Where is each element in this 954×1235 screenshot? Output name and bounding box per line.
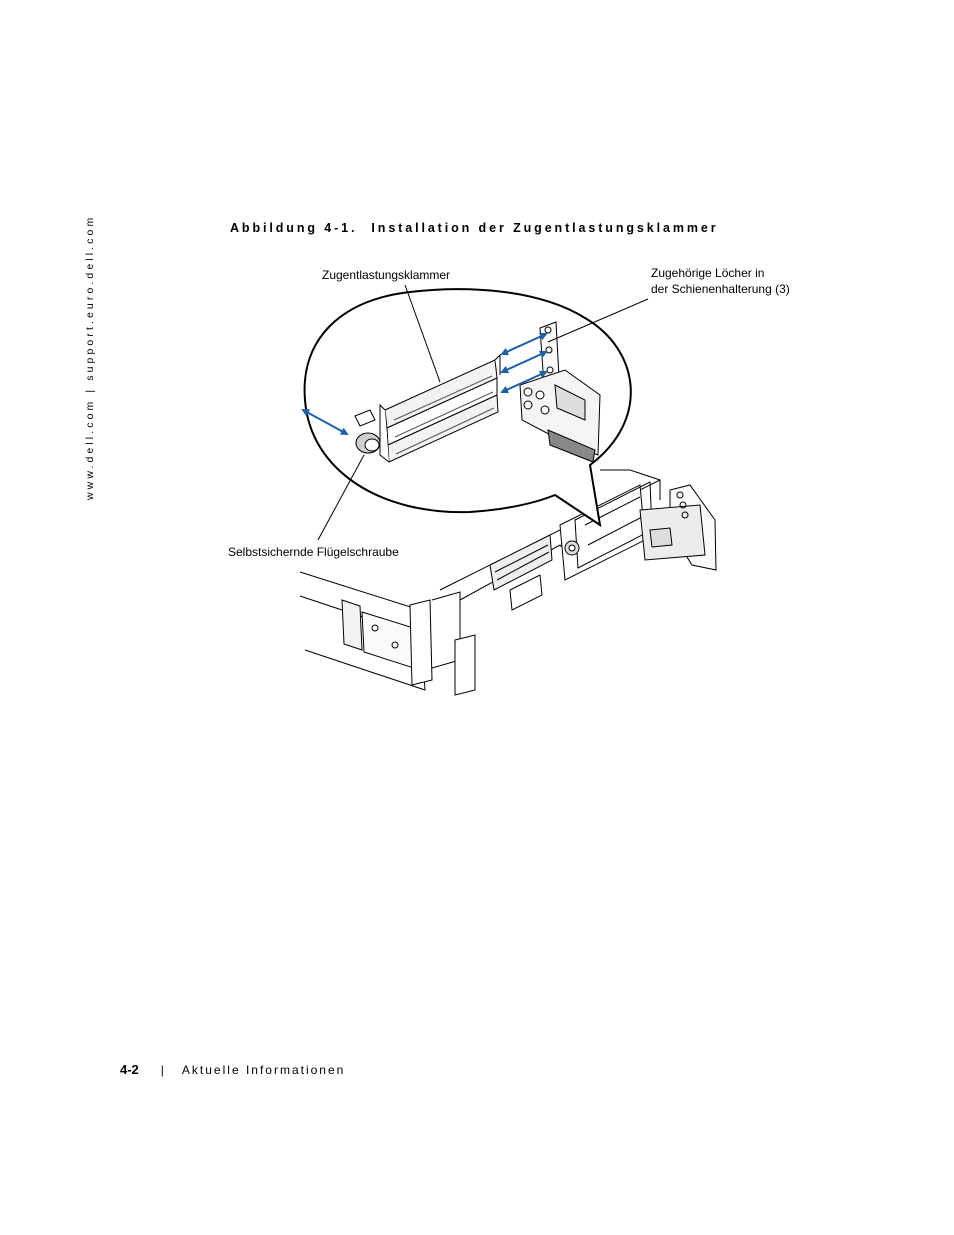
callout-clamp: Zugentlastungsklammer [322,268,451,282]
callout-holes-line2: der Schienenhalterung (3) [651,282,790,296]
chapter-title: Aktuelle Informationen [181,1063,346,1077]
figure-number: Abbildung 4-1. [230,221,358,235]
page-number: 4-2 [120,1062,139,1077]
callout-holes-line1: Zugehörige Löcher in [651,266,765,280]
footer-separator: | [160,1063,164,1077]
page-footer [120,1062,345,1077]
callout-holes [651,265,790,297]
side-url: www.dell.com | support.euro.dell.com [84,214,96,500]
figure-caption: Installation der Zugentlastungsklammer [371,221,719,235]
callout-screw: Selbstsichernde Flügelschraube [228,545,399,559]
